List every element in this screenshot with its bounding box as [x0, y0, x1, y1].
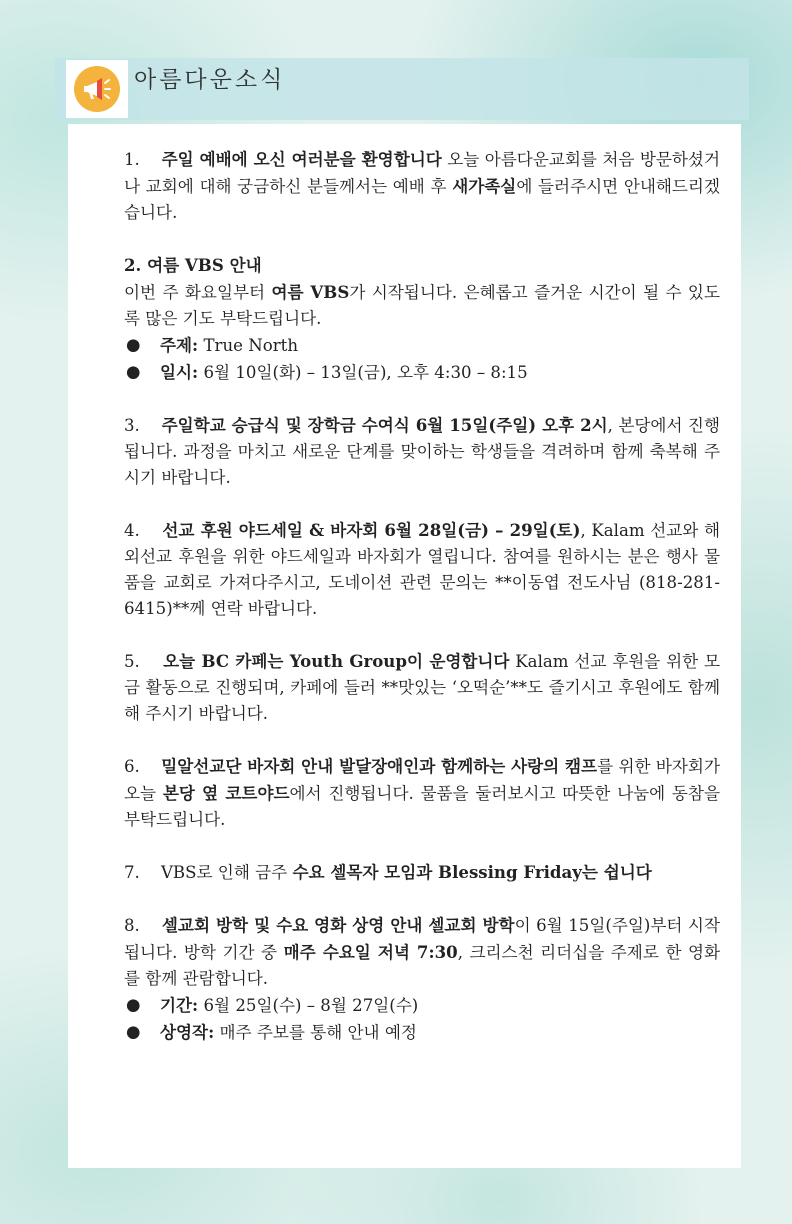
item-number: 3. [124, 416, 140, 435]
item-text: VBS로 인해 금주 [160, 863, 293, 882]
bullet-list [124, 332, 720, 386]
announcement-body [124, 648, 720, 727]
item-heading: 주일 예배에 오신 여러분을 환영합니다 [161, 149, 442, 169]
bullet-label: 일시: [160, 362, 199, 382]
item-emphasis: 본당 옆 코트야드 [162, 783, 290, 803]
item-number: 7. [124, 863, 140, 882]
bullet-icon: ● [126, 362, 141, 381]
bullet-value: 매주 주보를 통해 안내 예정 [214, 1023, 417, 1042]
announcement-4 [124, 517, 720, 622]
item-heading: 오늘 BC 카페는 Youth Group이 운영합니다 [163, 651, 510, 671]
item-emphasis: 여름 VBS [271, 282, 350, 302]
bullet-label: 상영작: [160, 1022, 215, 1042]
item-heading: 2. 여름 VBS 안내 [124, 255, 262, 275]
announcement-body [124, 517, 720, 622]
item-number: 4. [124, 521, 140, 540]
item-heading: 수요 셀목자 모임과 Blessing Friday는 쉽니다 [292, 862, 652, 882]
announcement-3 [124, 412, 720, 491]
item-heading: 밀알선교단 바자회 안내 발달장애인과 함께하는 사랑의 캠프 [161, 756, 598, 776]
item-heading: 주일학교 승급식 및 장학금 수여식 6월 15일(주일) 오후 2시 [161, 415, 608, 435]
item-number: 1. [124, 150, 140, 169]
item-text: 가 시작됩니다. 은혜롭고 즐거운 시간이 될 수 있도록 많은 기도 부탁드립니다. [124, 283, 720, 328]
item-heading: 선교 후원 야드세일 & 바자회 6월 28일(금) – 29일(토) [162, 520, 581, 540]
bullet-label: 주제: [160, 335, 199, 355]
announcement-title [124, 252, 720, 279]
announcement-8 [124, 912, 720, 1046]
item-text: , Kalam 선교와 해외선교 후원을 위한 야드세일과 바자회가 열립니다. 참여를 원하시는 분은 행사 물품을 교회로 가져다주시고, 도네이션 관련 문의는 **이동엽 전도사님 (818-281-6415)**께 연락 바랍니다. [124, 521, 720, 618]
header-icon-box [66, 60, 128, 118]
announcement-7 [124, 859, 720, 886]
item-text: 오늘 아름다운교회를 처음 방문하셨거나 교회에 대해 궁금하신 분들께서는 예배 후 [124, 150, 720, 196]
announcement-body [124, 912, 720, 992]
bullet-value: True North [198, 336, 299, 355]
item-text: , 크리스천 리더십을 주제로 한 영화를 함께 관람합니다. [124, 943, 720, 988]
bullet-label: 기간: [160, 995, 199, 1015]
announcement-6 [124, 753, 720, 833]
item-text: 에 들러주시면 안내해드리겠습니다. [124, 177, 720, 222]
megaphone-icon [74, 66, 120, 112]
announcement-5 [124, 648, 720, 727]
item-emphasis: 새가족실 [452, 176, 517, 196]
announcement-1 [124, 146, 720, 226]
announcement-body [124, 859, 720, 886]
announcement-body [124, 279, 720, 332]
page-title: 아름다운소식 [134, 67, 286, 93]
bullet-value: 6월 25일(수) – 8월 27일(수) [198, 996, 419, 1015]
announcement-body [124, 146, 720, 226]
item-text: 에서 진행됩니다. 물품을 둘러보시고 따뜻한 나눔에 동참을 부탁드립니다. [124, 784, 720, 829]
item-emphasis: 매주 수요일 저녁 7:30 [283, 942, 458, 962]
bullet-icon: ● [126, 1022, 141, 1041]
bullet-value: 6월 10일(화) – 13일(금), 오후 4:30 – 8:15 [198, 363, 528, 382]
item-heading: 셀교회 방학 및 수요 영화 상영 안내 셀교회 방학 [161, 915, 515, 935]
bullet-icon: ● [126, 335, 141, 354]
announcement-body [124, 753, 720, 833]
item-text: 를 위한 바자회가 오늘 [124, 757, 720, 803]
announcement-list [124, 146, 720, 1072]
bullet-item [124, 332, 720, 359]
announcement-body [124, 412, 720, 491]
item-text: Kalam 선교 후원을 위한 모금 활동으로 진행되며, 카페에 들러 **맛있는 ‘오떡순’**도 즐기시고 후원에도 함께해 주시기 바랍니다. [124, 652, 720, 723]
item-number: 8. [124, 916, 140, 935]
bullet-item [124, 1019, 720, 1046]
item-text: , 본당에서 진행됩니다. 과정을 마치고 새로운 단계를 맞이하는 학생들을 격려하며 함께 축복해 주시기 바랍니다. [124, 416, 720, 487]
bullet-item [124, 992, 720, 1019]
item-number: 5. [124, 652, 140, 671]
item-text: 이번 주 화요일부터 [124, 283, 272, 302]
bullet-item [124, 359, 720, 386]
bullet-list [124, 992, 720, 1046]
bullet-icon: ● [126, 995, 141, 1014]
item-number: 6. [124, 757, 140, 776]
item-text: 이 6월 15일(주일)부터 시작됩니다. 방학 기간 중 [124, 916, 720, 962]
announcement-2 [124, 252, 720, 386]
